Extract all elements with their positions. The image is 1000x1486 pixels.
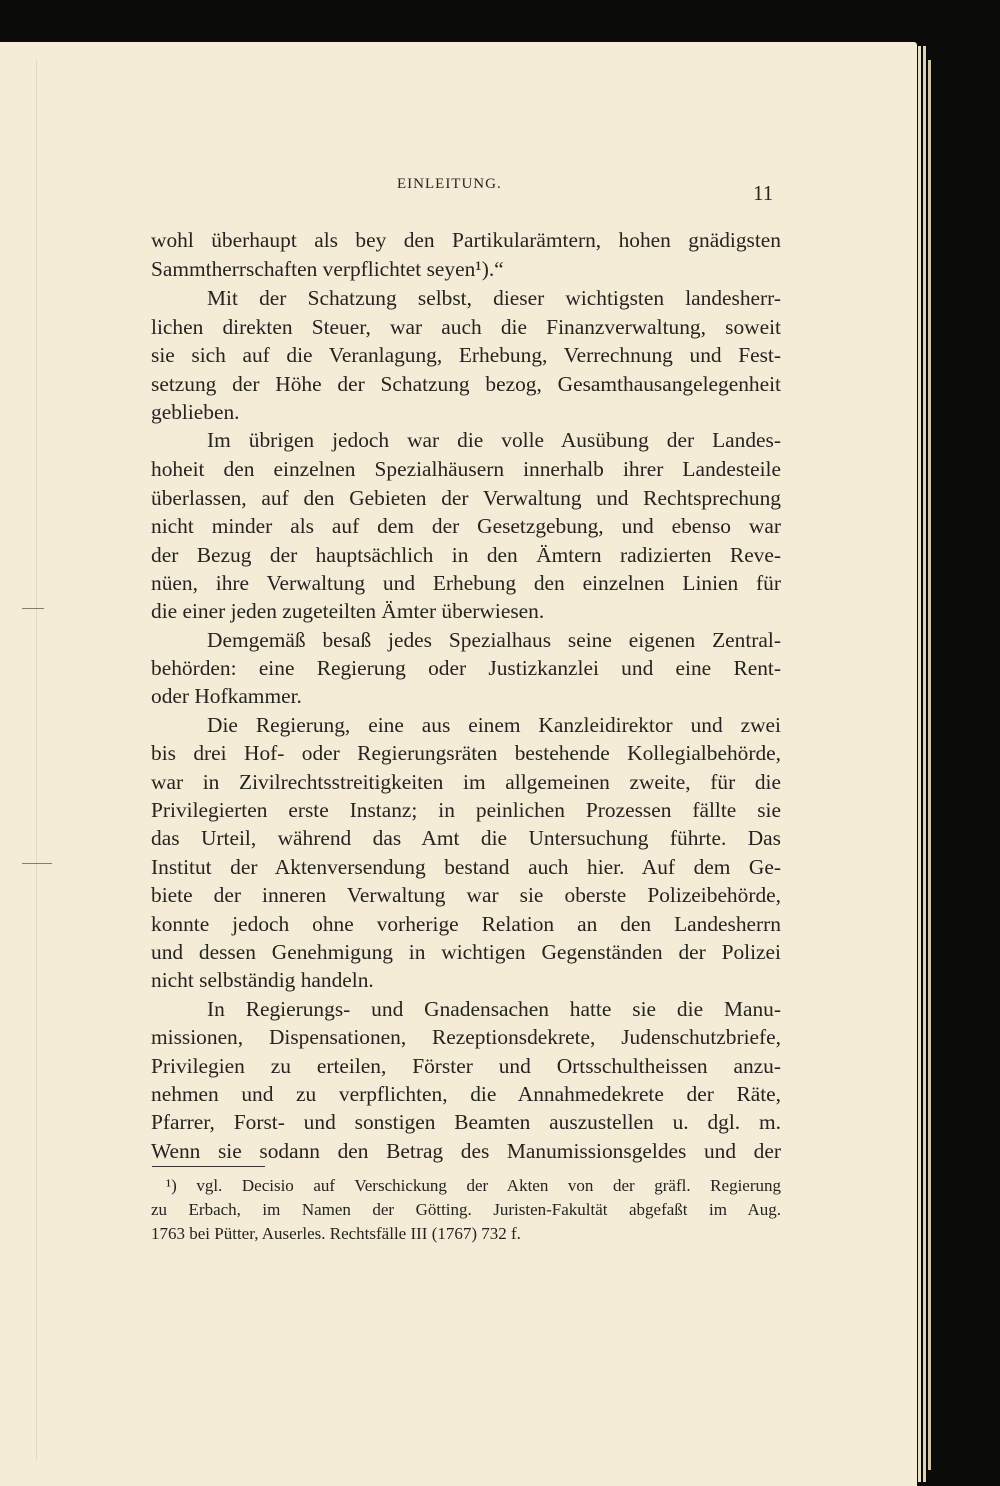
- text-line: überlassen, auf den Gebieten der Verwaltung und Rechtsprechung: [151, 486, 781, 510]
- text-line: Sammtherrschaften verpflichtet seyen¹).“: [151, 257, 504, 281]
- gutter-shadow: [36, 60, 37, 1460]
- text-line: Im übrigen jedoch war die volle Ausübung der Landes-: [207, 428, 781, 452]
- page-number: 11: [753, 181, 774, 205]
- text-line: Pfarrer, Forst- und sonstigen Beamten auszustellen u. dgl. m.: [151, 1110, 781, 1134]
- footnote-rule: [152, 1166, 265, 1167]
- text-line: nüen, ihre Verwaltung und Erhebung den einzelnen Linien für: [151, 571, 781, 595]
- text-line: lichen direkten Steuer, war auch die Finanzverwaltung, soweit: [151, 315, 781, 339]
- margin-mark: [22, 863, 52, 864]
- text-line: oder Hofkammer.: [151, 684, 302, 708]
- text-line: geblieben.: [151, 400, 240, 424]
- text-line: Privilegierten erste Instanz; in peinlichen Prozessen fällte sie: [151, 798, 781, 822]
- text-line: Wenn sie sodann den Betrag des Manumissionsgeldes und der: [151, 1139, 781, 1163]
- text-line: nicht minder als auf dem der Gesetzgebung, und ebenso war: [151, 514, 781, 538]
- text-line: das Urteil, während das Amt die Untersuchung führte. Das: [151, 826, 781, 850]
- text-line: Privilegien zu erteilen, Förster und Ortsschultheissen anzu-: [151, 1054, 781, 1078]
- text-line: konnte jedoch ohne vorherige Relation an den Landesherrn: [151, 912, 781, 936]
- text-line: sie sich auf die Veranlagung, Erhebung, Verrechnung und Fest-: [151, 343, 781, 367]
- margin-mark: [22, 608, 44, 609]
- text-line: bis drei Hof- oder Regierungsräten bestehende Kollegialbehörde,: [151, 741, 781, 765]
- footnote-line: ¹) vgl. Decisio auf Verschickung der Akten von der gräfl. Regierung: [166, 1176, 781, 1195]
- text-line: nicht selbständig handeln.: [151, 968, 374, 992]
- text-line: Mit der Schatzung selbst, dieser wichtigsten landesherr-: [207, 286, 781, 310]
- footnote-line: zu Erbach, im Namen der Götting. Juristen-Fakultät abgefaßt im Aug.: [151, 1200, 781, 1219]
- text-line: Die Regierung, eine aus einem Kanzleidirektor und zwei: [207, 713, 781, 737]
- text-line: war in Zivilrechtsstreitigkeiten im allgemeinen zweite, für die: [151, 770, 781, 794]
- text-line: hoheit den einzelnen Spezialhäusern innerhalb ihrer Landesteile: [151, 457, 781, 481]
- page-edge: [923, 46, 926, 1482]
- text-line: missionen, Dispensationen, Rezeptionsdekrete, Judenschutzbriefe,: [151, 1025, 781, 1049]
- text-line: wohl überhaupt als bey den Partikularämtern, hohen gnädigsten: [151, 228, 781, 252]
- text-line: Demgemäß besaß jedes Spezialhaus seine eigenen Zentral-: [207, 628, 781, 652]
- text-line: und dessen Genehmigung in wichtigen Gegenständen der Polizei: [151, 940, 781, 964]
- text-line: nehmen und zu verpflichten, die Annahmedekrete der Räte,: [151, 1082, 781, 1106]
- running-head: EINLEITUNG.: [397, 176, 502, 192]
- text-line: Institut der Aktenversendung bestand auch hier. Auf dem Ge-: [151, 855, 781, 879]
- text-line: setzung der Höhe der Schatzung bezog, Gesamthausangelegenheit: [151, 372, 781, 396]
- footnote-line: 1763 bei Pütter, Auserles. Rechtsfälle III (1767) 732 f.: [151, 1224, 521, 1243]
- text-line: biete der inneren Verwaltung war sie oberste Polizeibehörde,: [151, 883, 781, 907]
- text-line: der Bezug der hauptsächlich in den Ämtern radizierten Reve-: [151, 543, 781, 567]
- page-edge: [918, 46, 921, 1482]
- page-edge: [928, 60, 931, 1470]
- text-line: die einer jeden zugeteilten Ämter überwiesen.: [151, 599, 545, 623]
- text-line: In Regierungs- und Gnadensachen hatte sie die Manu-: [207, 997, 781, 1021]
- text-line: behörden: eine Regierung oder Justizkanzlei und eine Rent-: [151, 656, 781, 680]
